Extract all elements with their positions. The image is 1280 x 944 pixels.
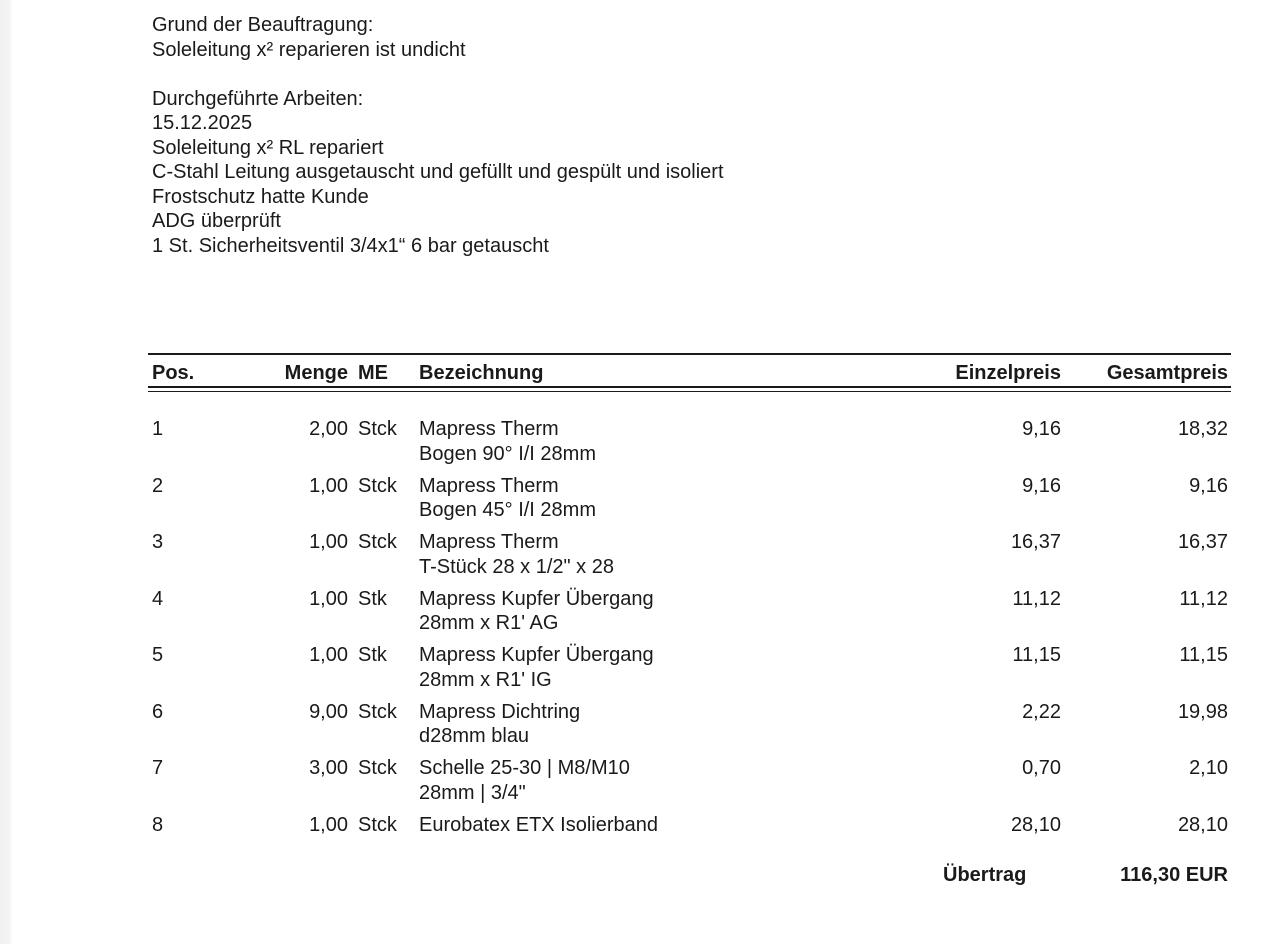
- cell-me: Stck: [358, 700, 397, 723]
- description-line-2: 28mm | 3/4": [419, 781, 526, 804]
- table-row: [148, 530, 1231, 579]
- cell-einzelpreis: 9,16: [1022, 418, 1061, 440]
- header-cell-gesamtpreis: Gesamtpreis: [1106, 362, 1228, 384]
- cell-menge: 1,00: [309, 644, 348, 666]
- cell-me: Stck: [358, 418, 397, 440]
- carryover-label: Übertrag: [943, 863, 1027, 886]
- report-text-block: [152, 13, 724, 258]
- table-row: [148, 474, 1231, 523]
- cell-bezeichnung: [419, 474, 943, 523]
- reason-line: Soleleitung x² reparieren ist undicht: [152, 38, 466, 61]
- cell-pos: 3: [152, 531, 164, 553]
- description-line-2: d28mm blau: [419, 725, 530, 747]
- description-line-2: T-Stück 28 x 1/2" x 28: [419, 555, 614, 578]
- reason-section: [152, 13, 724, 62]
- cell-gesamtpreis: 19,98: [1177, 700, 1228, 723]
- work-line: ADG überprüft: [152, 210, 281, 232]
- cell-bezeichnung: [419, 813, 943, 838]
- table-header-row: [148, 353, 1231, 388]
- cell-einzelpreis: 0,70: [1022, 757, 1061, 779]
- cell-gesamtpreis: 18,32: [1177, 418, 1228, 440]
- description-line-1: Mapress Kupfer Übergang: [419, 644, 654, 666]
- cell-me: Stck: [358, 757, 397, 779]
- cell-einzelpreis: 11,12: [1012, 587, 1061, 610]
- cell-me: Stk: [358, 644, 387, 666]
- reason-title: Grund der Beauftragung:: [152, 14, 374, 36]
- work-line: 15.12.2025: [152, 112, 253, 134]
- table-row: [148, 417, 1231, 466]
- cell-bezeichnung: [419, 530, 943, 579]
- description-line-1: Mapress Kupfer Übergang: [419, 587, 654, 610]
- description-line-2: Bogen 45° I/I 28mm: [419, 499, 596, 521]
- table-row: [148, 643, 1231, 692]
- header-double-rule: [148, 388, 1231, 392]
- table-row: [148, 756, 1231, 805]
- description-line-1: Mapress Therm: [419, 531, 559, 553]
- cell-pos: 4: [152, 587, 164, 610]
- cell-bezeichnung: [419, 417, 943, 466]
- cell-einzelpreis: 11,15: [1012, 644, 1061, 666]
- header-cell-menge: Menge: [284, 362, 348, 384]
- carryover-amount: 116,30 EUR: [1120, 863, 1228, 886]
- header-cell-einzelpreis: Einzelpreis: [955, 362, 1061, 384]
- work-line: 1 St. Sicherheitsventil 3/4x1“ 6 bar getauscht: [152, 234, 549, 257]
- cell-einzelpreis: 16,37: [1010, 531, 1061, 553]
- cell-menge: 9,00: [309, 700, 348, 723]
- cell-me: Stck: [358, 531, 397, 553]
- cell-menge: 1,00: [309, 474, 348, 497]
- cell-pos: 6: [152, 700, 164, 723]
- cell-me: Stck: [358, 813, 397, 836]
- description-line-1: Mapress Therm: [419, 474, 559, 497]
- cell-pos: 1: [152, 418, 164, 440]
- cell-gesamtpreis: 2,10: [1189, 757, 1228, 779]
- cell-pos: 7: [152, 757, 164, 779]
- table-row: [148, 813, 1231, 838]
- cell-einzelpreis: 2,22: [1022, 700, 1061, 723]
- cell-gesamtpreis: 9,16: [1189, 474, 1228, 497]
- cell-menge: 1,00: [309, 531, 348, 553]
- cell-gesamtpreis: 11,12: [1179, 587, 1228, 610]
- cell-menge: 2,00: [309, 418, 348, 440]
- cell-pos: 8: [152, 813, 164, 836]
- cell-gesamtpreis: 11,15: [1179, 644, 1228, 666]
- description-line-1: Eurobatex ETX Isolierband: [419, 813, 659, 836]
- work-title: Durchgeführte Arbeiten:: [152, 87, 364, 110]
- description-line-2: 28mm x R1' IG: [419, 668, 552, 691]
- cell-bezeichnung: [419, 643, 943, 692]
- description-line-1: Schelle 25-30 | M8/M10: [419, 757, 630, 779]
- cell-gesamtpreis: 16,37: [1177, 531, 1228, 553]
- work-section: [152, 87, 724, 259]
- items-table: [148, 353, 1231, 887]
- description-line-1: Mapress Dichtring: [419, 700, 581, 723]
- section-spacer: [152, 62, 724, 87]
- table-row: [148, 587, 1231, 636]
- cell-me: Stk: [358, 587, 387, 610]
- table-footer-row: [148, 863, 1231, 888]
- description-line-2: Bogen 90° I/I 28mm: [419, 442, 596, 465]
- cell-gesamtpreis: 28,10: [1177, 813, 1228, 836]
- cell-pos: 2: [152, 474, 164, 497]
- table-body: [148, 417, 1231, 837]
- cell-bezeichnung: [419, 700, 943, 749]
- description-line-2: 28mm x R1' AG: [419, 612, 559, 634]
- cell-pos: 5: [152, 644, 164, 666]
- cell-bezeichnung: [419, 756, 943, 805]
- cell-bezeichnung: [419, 587, 943, 636]
- cell-menge: 1,00: [309, 587, 348, 610]
- cell-menge: 1,00: [309, 813, 348, 836]
- table-row: [148, 700, 1231, 749]
- work-line: Soleleitung x² RL repariert: [152, 136, 384, 159]
- cell-einzelpreis: 28,10: [1010, 813, 1061, 836]
- cell-einzelpreis: 9,16: [1022, 474, 1061, 497]
- header-cell-pos: Pos.: [152, 362, 195, 384]
- description-line-1: Mapress Therm: [419, 418, 559, 440]
- header-cell-me: ME: [358, 362, 388, 384]
- work-line: C-Stahl Leitung ausgetauscht und gefüllt und gespült und isoliert: [152, 161, 724, 183]
- work-line: Frostschutz hatte Kunde: [152, 185, 369, 208]
- cell-menge: 3,00: [309, 757, 348, 779]
- page-left-edge-strip: [0, 0, 13, 944]
- cell-me: Stck: [358, 474, 397, 497]
- header-cell-bezeichnung: Bezeichnung: [419, 362, 544, 384]
